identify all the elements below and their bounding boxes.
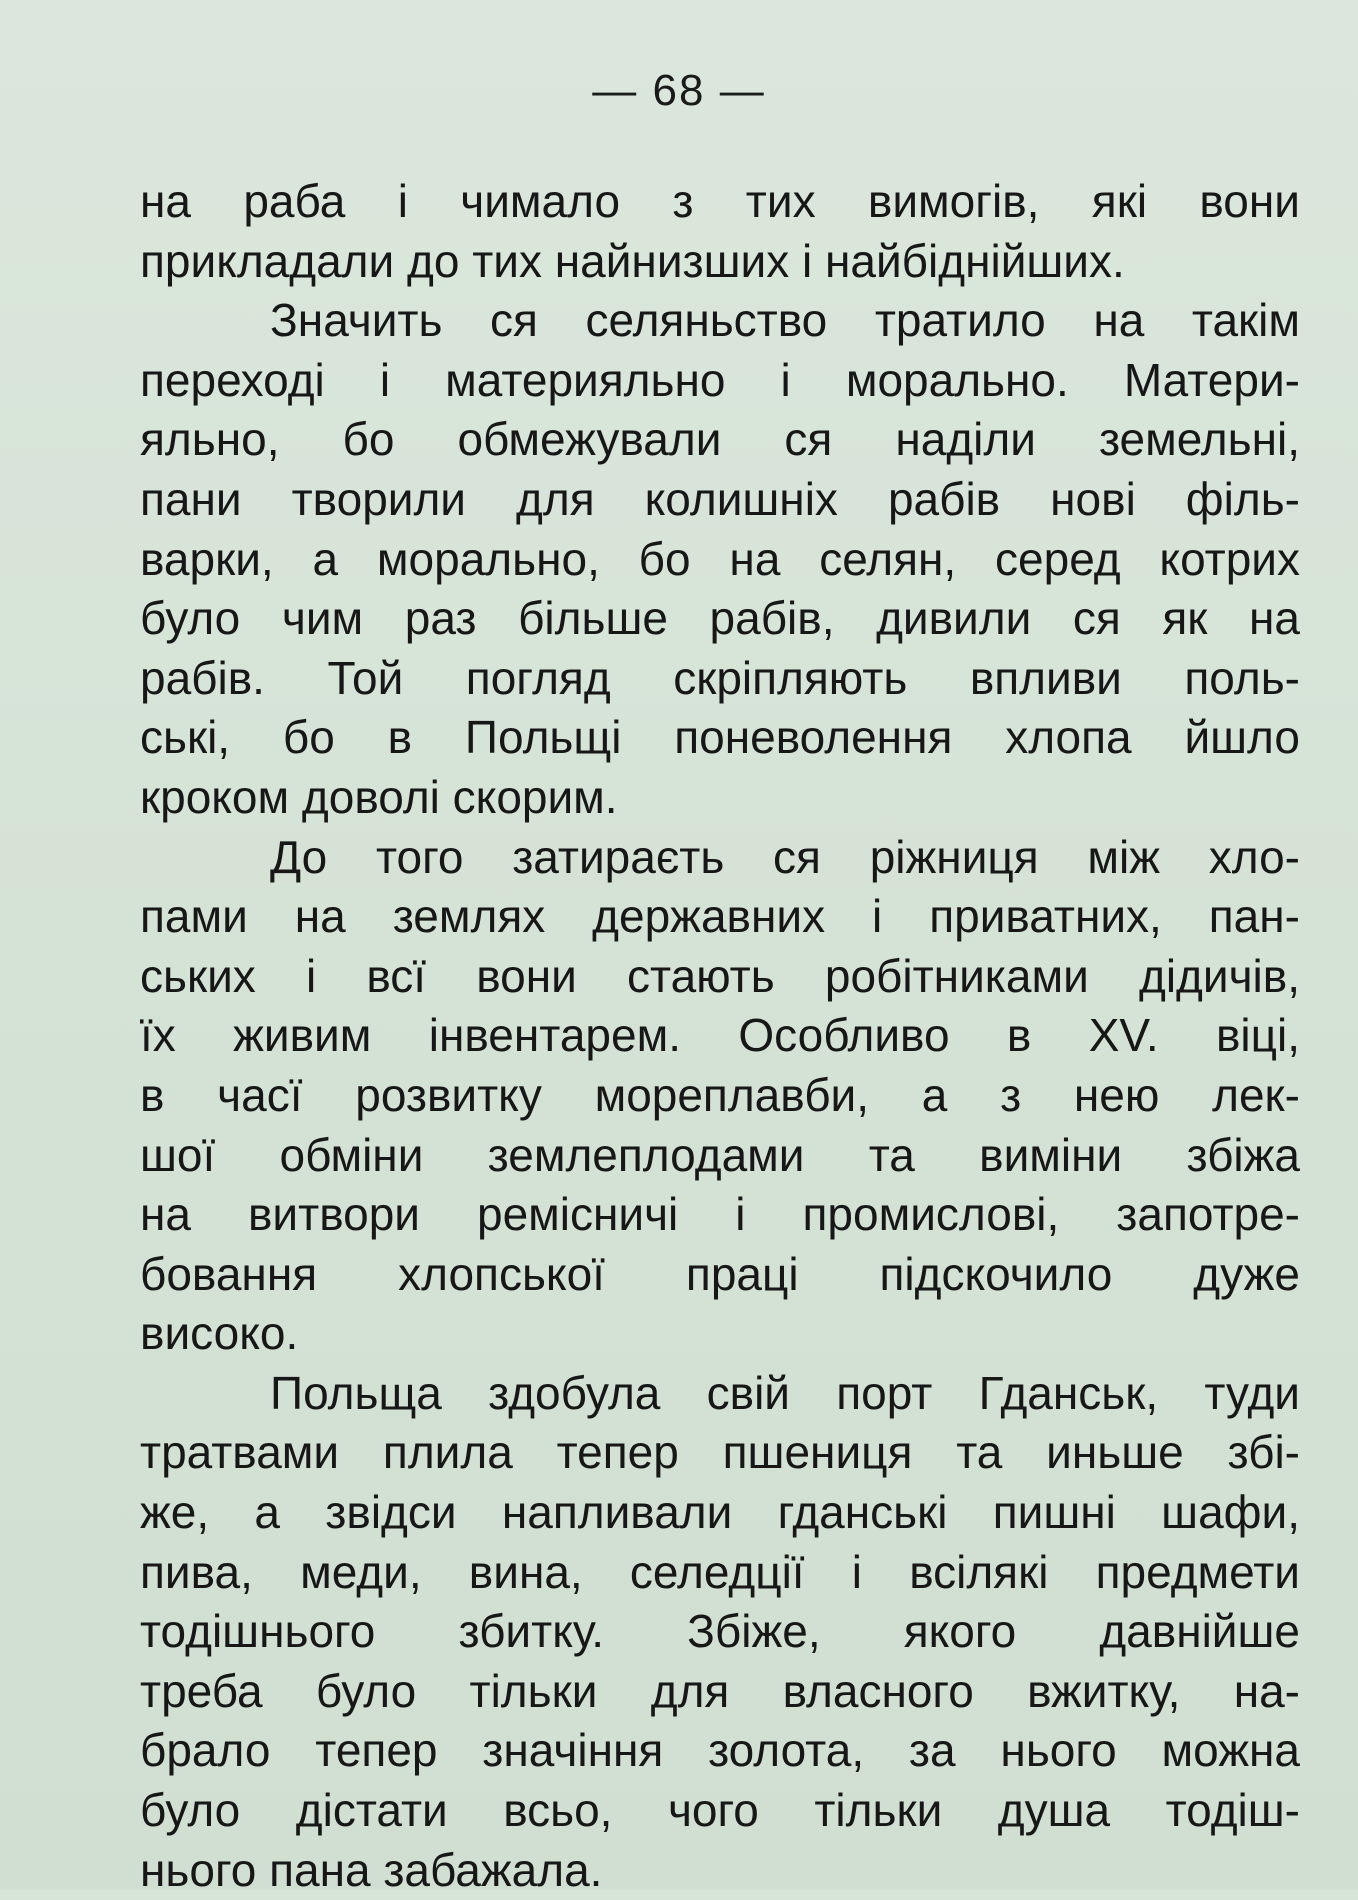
text-line: було дістати всьо, чого тільки душа тодіш- <box>140 1784 1300 1837</box>
text-line: на витвори ремісничі і промислові, запотре- <box>140 1188 1300 1241</box>
text-line: ських і всї вони стають робітниками дідичів, <box>140 949 1300 1002</box>
text-line: До того затираєть ся ріжниця між хло- <box>270 830 1300 883</box>
text-line: переході і материяльно і морально. Матери- <box>140 353 1300 406</box>
text-line: Значить ся селяньство тратило на такім <box>270 294 1300 347</box>
text-line: прикладали до тих найнизших і найбіднійших. <box>140 234 1125 287</box>
text-line: кроком доволі скорим. <box>140 770 618 823</box>
text-line: рабів. Той погляд скріпляють впливи поль- <box>140 651 1300 704</box>
text-line: було чим раз більше рабів, дивили ся як на <box>140 592 1300 645</box>
text-line: в часї розвитку мореплавби, а з нею лек- <box>140 1068 1300 1121</box>
text-line: пани творили для колишніх рабів нові філь- <box>140 472 1300 525</box>
text-line: бовання хлопської праці підскочило дуже <box>140 1247 1300 1300</box>
text-line: пами на землях державних і приватних, пан- <box>140 890 1300 943</box>
text-line: же, а звідси напливали гданські пишні шафи, <box>140 1486 1300 1539</box>
text-line: тодішнього збитку. Збіже, якого давнійше <box>140 1605 1300 1658</box>
text-line: на раба і чимало з тих вимогів, які вони <box>140 175 1300 227</box>
text-line: яльно, бо обмежували ся наділи земельні, <box>140 413 1300 466</box>
text-line: Польща здобула свій порт Гданськ, туди <box>270 1366 1300 1419</box>
text-line: нього пана забажала. <box>140 1843 603 1896</box>
text-line: високо. <box>140 1307 299 1360</box>
text-line: треба було тільки для власного вжитку, на- <box>140 1664 1300 1717</box>
text-line: варки, а морально, бо на селян, серед котрих <box>140 532 1300 585</box>
text-line: ські, бо в Польщі поневолення хлопа йшло <box>140 711 1300 764</box>
text-line: пива, меди, вина, селедції і всілякі предмети <box>140 1545 1300 1598</box>
text-line: їх живим інвентарем. Особливо в XV. віці, <box>140 1009 1300 1062</box>
text-line: тратвами плила тепер пшениця та иньше збі- <box>140 1426 1300 1479</box>
body-text <box>140 172 1300 1900</box>
text-line: шої обміни землеплодами та виміни збіжа <box>140 1128 1300 1181</box>
text-line: брало тепер значіння золота, за нього можна <box>140 1724 1300 1777</box>
page-number: — 68 — <box>592 66 766 115</box>
